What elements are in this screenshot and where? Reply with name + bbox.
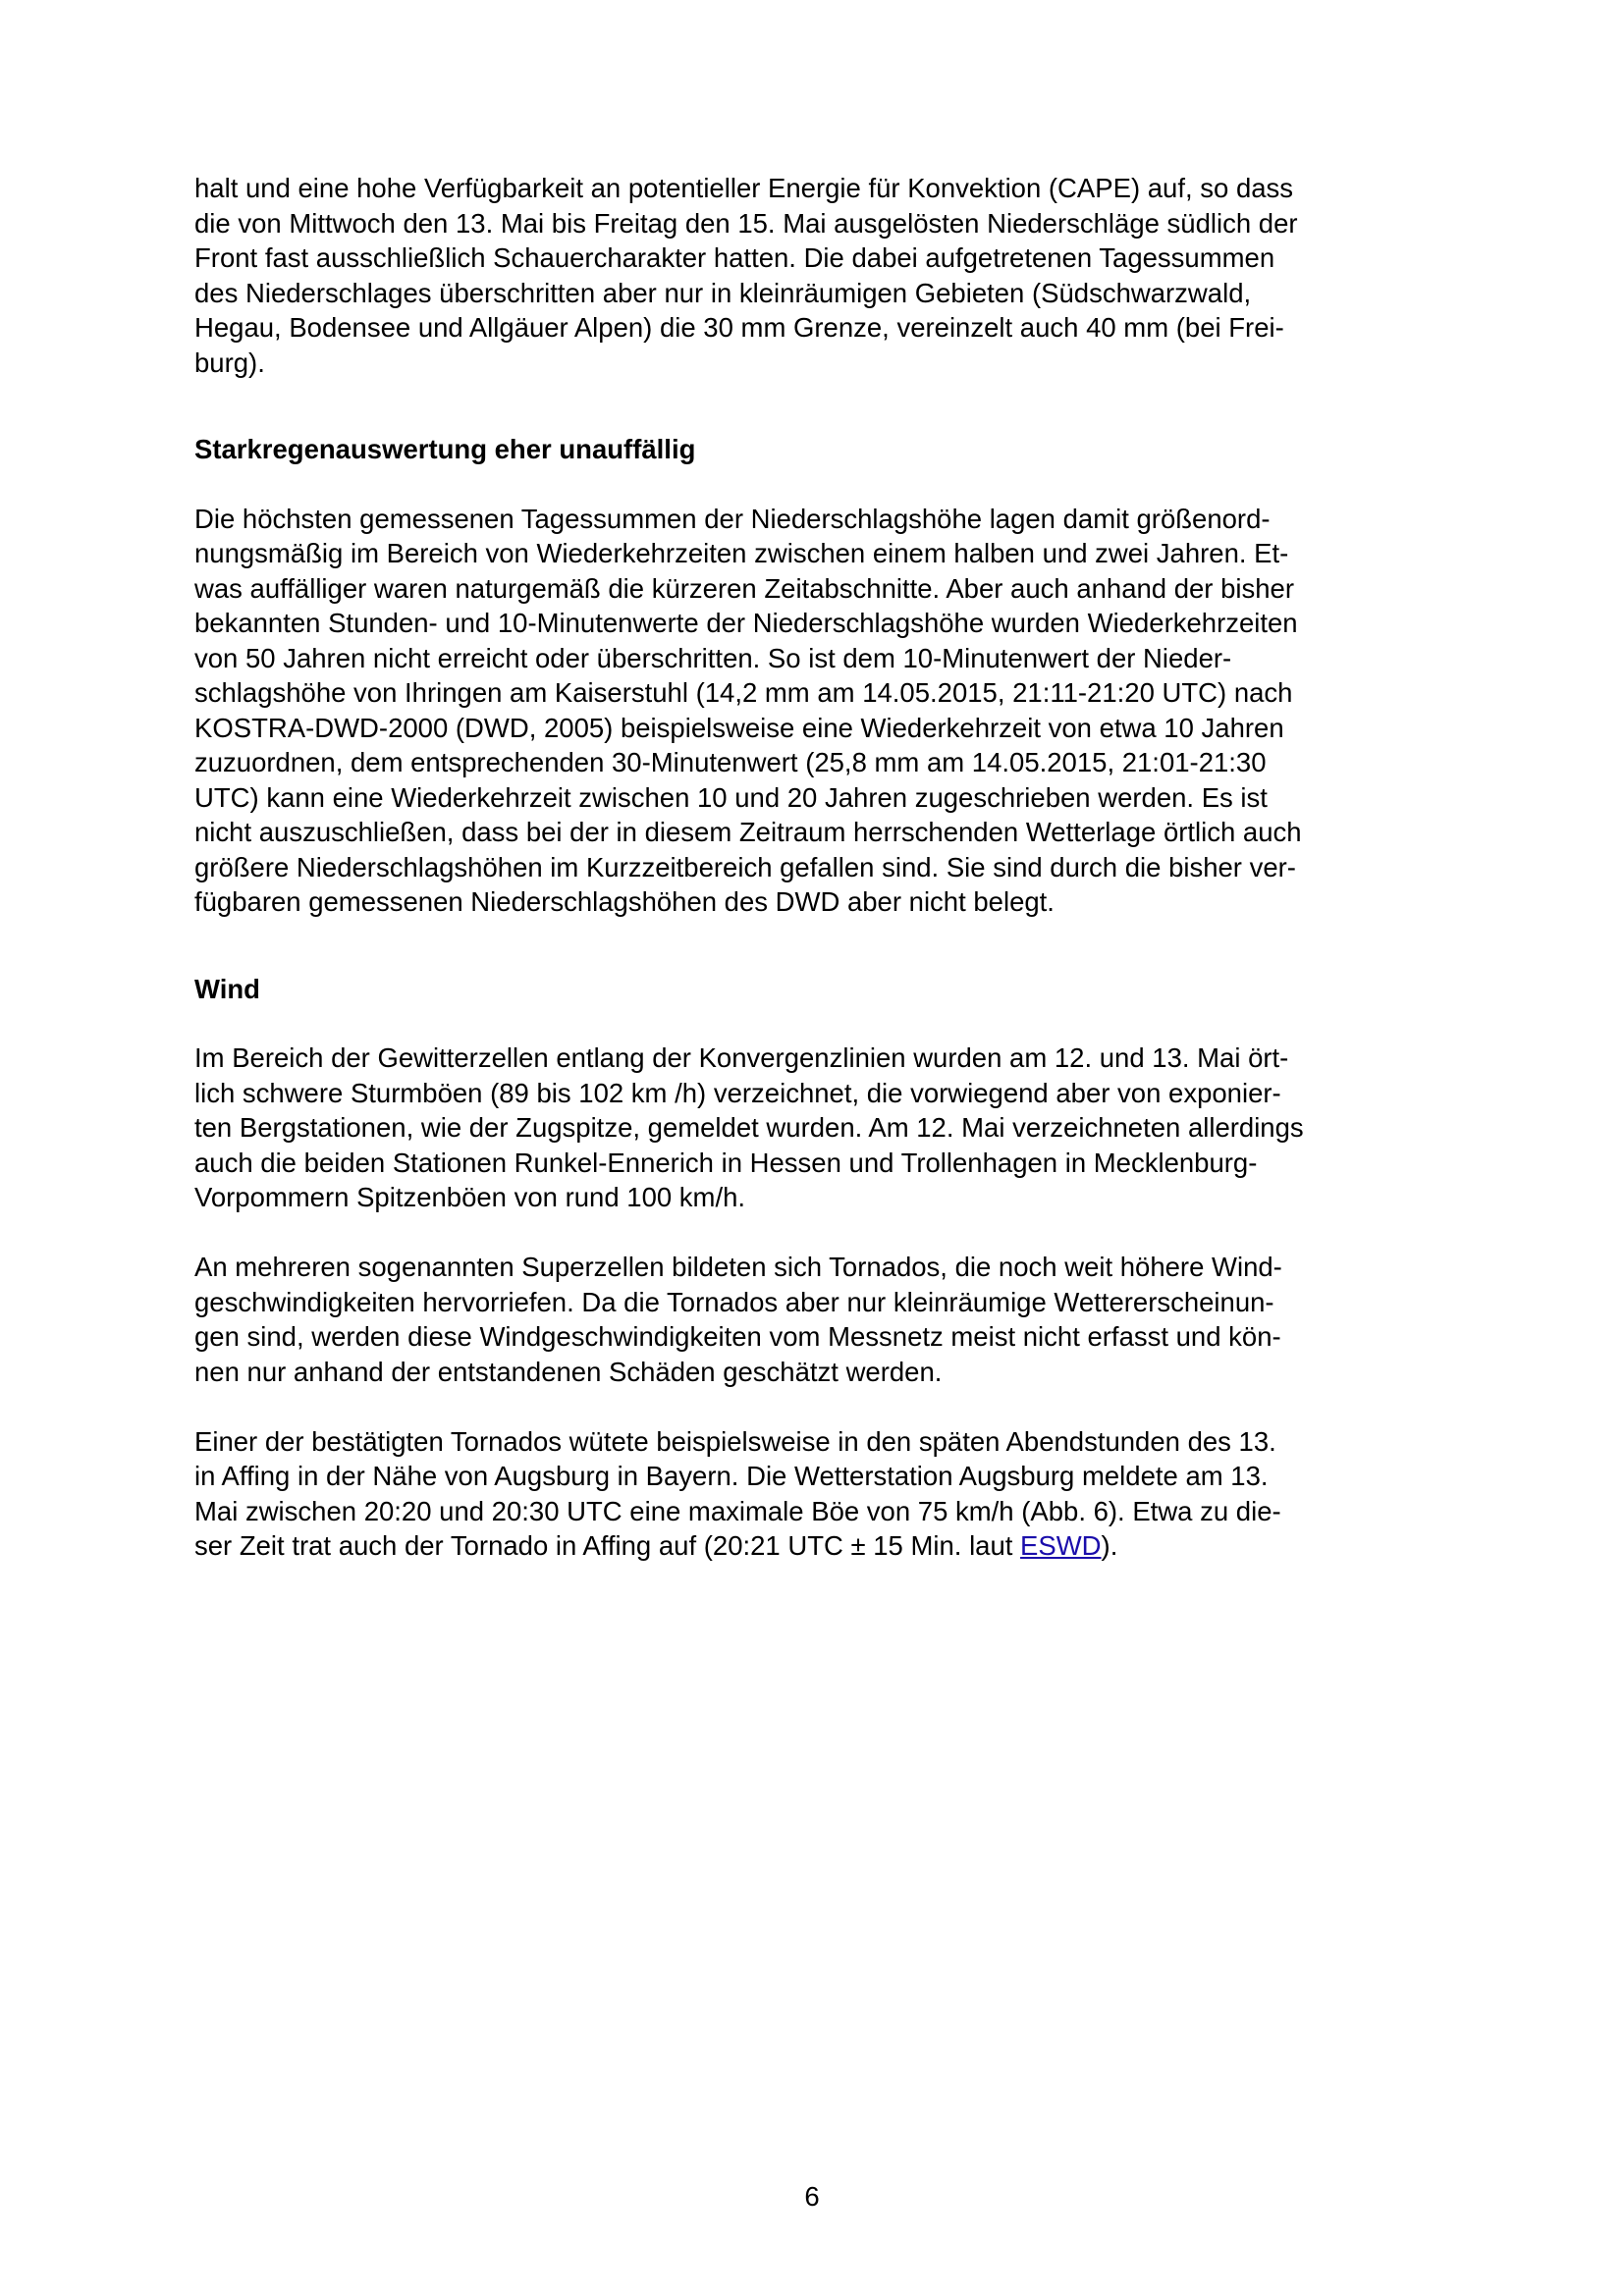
text-line: Hegau, Bodensee und Allgäuer Alpen) die 30 mm Grenze, vereinzelt auch 40 mm (bei Frei- (194, 312, 1284, 343)
text-line: auch die beiden Stationen Runkel-Ennerich in Hessen und Trollenhagen in Mecklenburg- (194, 1147, 1258, 1178)
section-heading-wind: Wind (194, 973, 260, 1004)
text-line: An mehreren sogenannten Superzellen bildeten sich Tornados, die noch weit höhere Wind- (194, 1252, 1282, 1282)
text-line: lich schwere Sturmböen (89 bis 102 km /h) verzeichnet, die vorwiegend aber von exponier- (194, 1077, 1281, 1108)
text-line: Einer der bestätigten Tornados wütete beispielsweise in den späten Abendstunden des 13. (194, 1425, 1276, 1457)
text-after-link: ). (1101, 1530, 1118, 1561)
page-number: 6 (804, 2181, 820, 2212)
intro-paragraph (194, 171, 1441, 380)
text-line: nicht auszuschließen, dass bei der in diesem Zeitraum herrschenden Wetterlage örtlich auch (194, 817, 1302, 847)
text-line: Im Bereich der Gewitterzellen entlang der Konvergenzlinien wurden am 12. und 13. Mai ört- (194, 1042, 1289, 1073)
text-line: größere Niederschlagshöhen im Kurzzeitbereich gefallen sind. Sie sind durch die bisher ver- (194, 851, 1296, 882)
starkregen-paragraph (194, 502, 1441, 920)
text-line: KOSTRA-DWD-2000 (DWD, 2005) beispielsweise eine Wiederkehrzeit von etwa 10 Jahren (194, 712, 1284, 743)
text-line: burg). (194, 347, 265, 378)
wind-paragraph-3 (194, 1424, 1441, 1564)
text-line: schlagshöhe von Ihringen am Kaiserstuhl (14,2 mm am 14.05.2015, 21:11-21:20 UTC) nach (194, 677, 1293, 708)
text-line: Front fast ausschließlich Schauercharakter hatten. Die dabei aufgetretenen Tagessummen (194, 242, 1275, 273)
text-line: halt und eine hohe Verfügbarkeit an potentieller Energie für Konvektion (CAPE) auf, so dass (194, 173, 1294, 203)
text-line: bekannten Stunden- und 10-Minutenwerte der Niederschlagshöhe wurden Wiederkehrzeiten (194, 608, 1298, 638)
text-line: Vorpommern Spitzenböen von rund 100 km/h. (194, 1182, 746, 1212)
text-line: was auffälliger waren naturgemäß die kürzeren Zeitabschnitte. Aber auch anhand der bisher (194, 572, 1295, 604)
wind-paragraph-2 (194, 1250, 1441, 1389)
text-line: geschwindigkeiten hervorriefen. Da die Tornados aber nur kleinräumige Wettererscheinun- (194, 1286, 1274, 1317)
eswd-link[interactable]: ESWD (1020, 1530, 1102, 1561)
text-line: nungsmäßig im Bereich von Wiederkehrzeiten zwischen einem halben und zwei Jahren. Et- (194, 538, 1289, 568)
text-line-with-link (194, 1528, 1441, 1564)
text-line: gen sind, werden diese Windgeschwindigkeiten vom Messnetz meist nicht erfasst und kön- (194, 1321, 1281, 1352)
text-line: in Affing in der Nähe von Augsburg in Bayern. Die Wetterstation Augsburg meldete am 13. (194, 1461, 1269, 1491)
text-line: nen nur anhand der entstandenen Schäden geschätzt werden. (194, 1356, 943, 1387)
text-line: die von Mittwoch den 13. Mai bis Freitag den 15. Mai ausgelösten Niederschläge südlich der (194, 207, 1298, 239)
text-line: fügbaren gemessenen Niederschlagshöhen des DWD aber nicht belegt. (194, 886, 1055, 917)
text-line: UTC) kann eine Wiederkehrzeit zwischen 10 und 20 Jahren zugeschrieben werden. Es ist (194, 781, 1268, 813)
text-line: von 50 Jahren nicht erreicht oder überschritten. So ist dem 10-Minutenwert der Nieder- (194, 642, 1232, 673)
text-line: Die höchsten gemessenen Tagessummen der Niederschlagshöhe lagen damit größenord- (194, 503, 1271, 534)
section-heading-starkregen: Starkregenauswertung eher unauffällig (194, 434, 696, 464)
text-line: ten Bergstationen, wie der Zugspitze, gemeldet wurden. Am 12. Mai verzeichneten allerdings (194, 1112, 1304, 1143)
wind-paragraph-1 (194, 1041, 1441, 1215)
text-before-link: ser Zeit trat auch der Tornado in Affing auf (20:21 UTC ± 15 Min. laut (194, 1530, 1021, 1561)
page-content (194, 171, 1441, 1564)
text-line: zuzuordnen, dem entsprechenden 30-Minutenwert (25,8 mm am 14.05.2015, 21:01-21:30 (194, 747, 1267, 777)
text-line: Mai zwischen 20:20 und 20:30 UTC eine maximale Böe von 75 km/h (Abb. 6). Etwa zu die- (194, 1495, 1281, 1526)
text-line: des Niederschlages überschritten aber nur in kleinräumigen Gebieten (Südschwarzwald, (194, 277, 1252, 308)
